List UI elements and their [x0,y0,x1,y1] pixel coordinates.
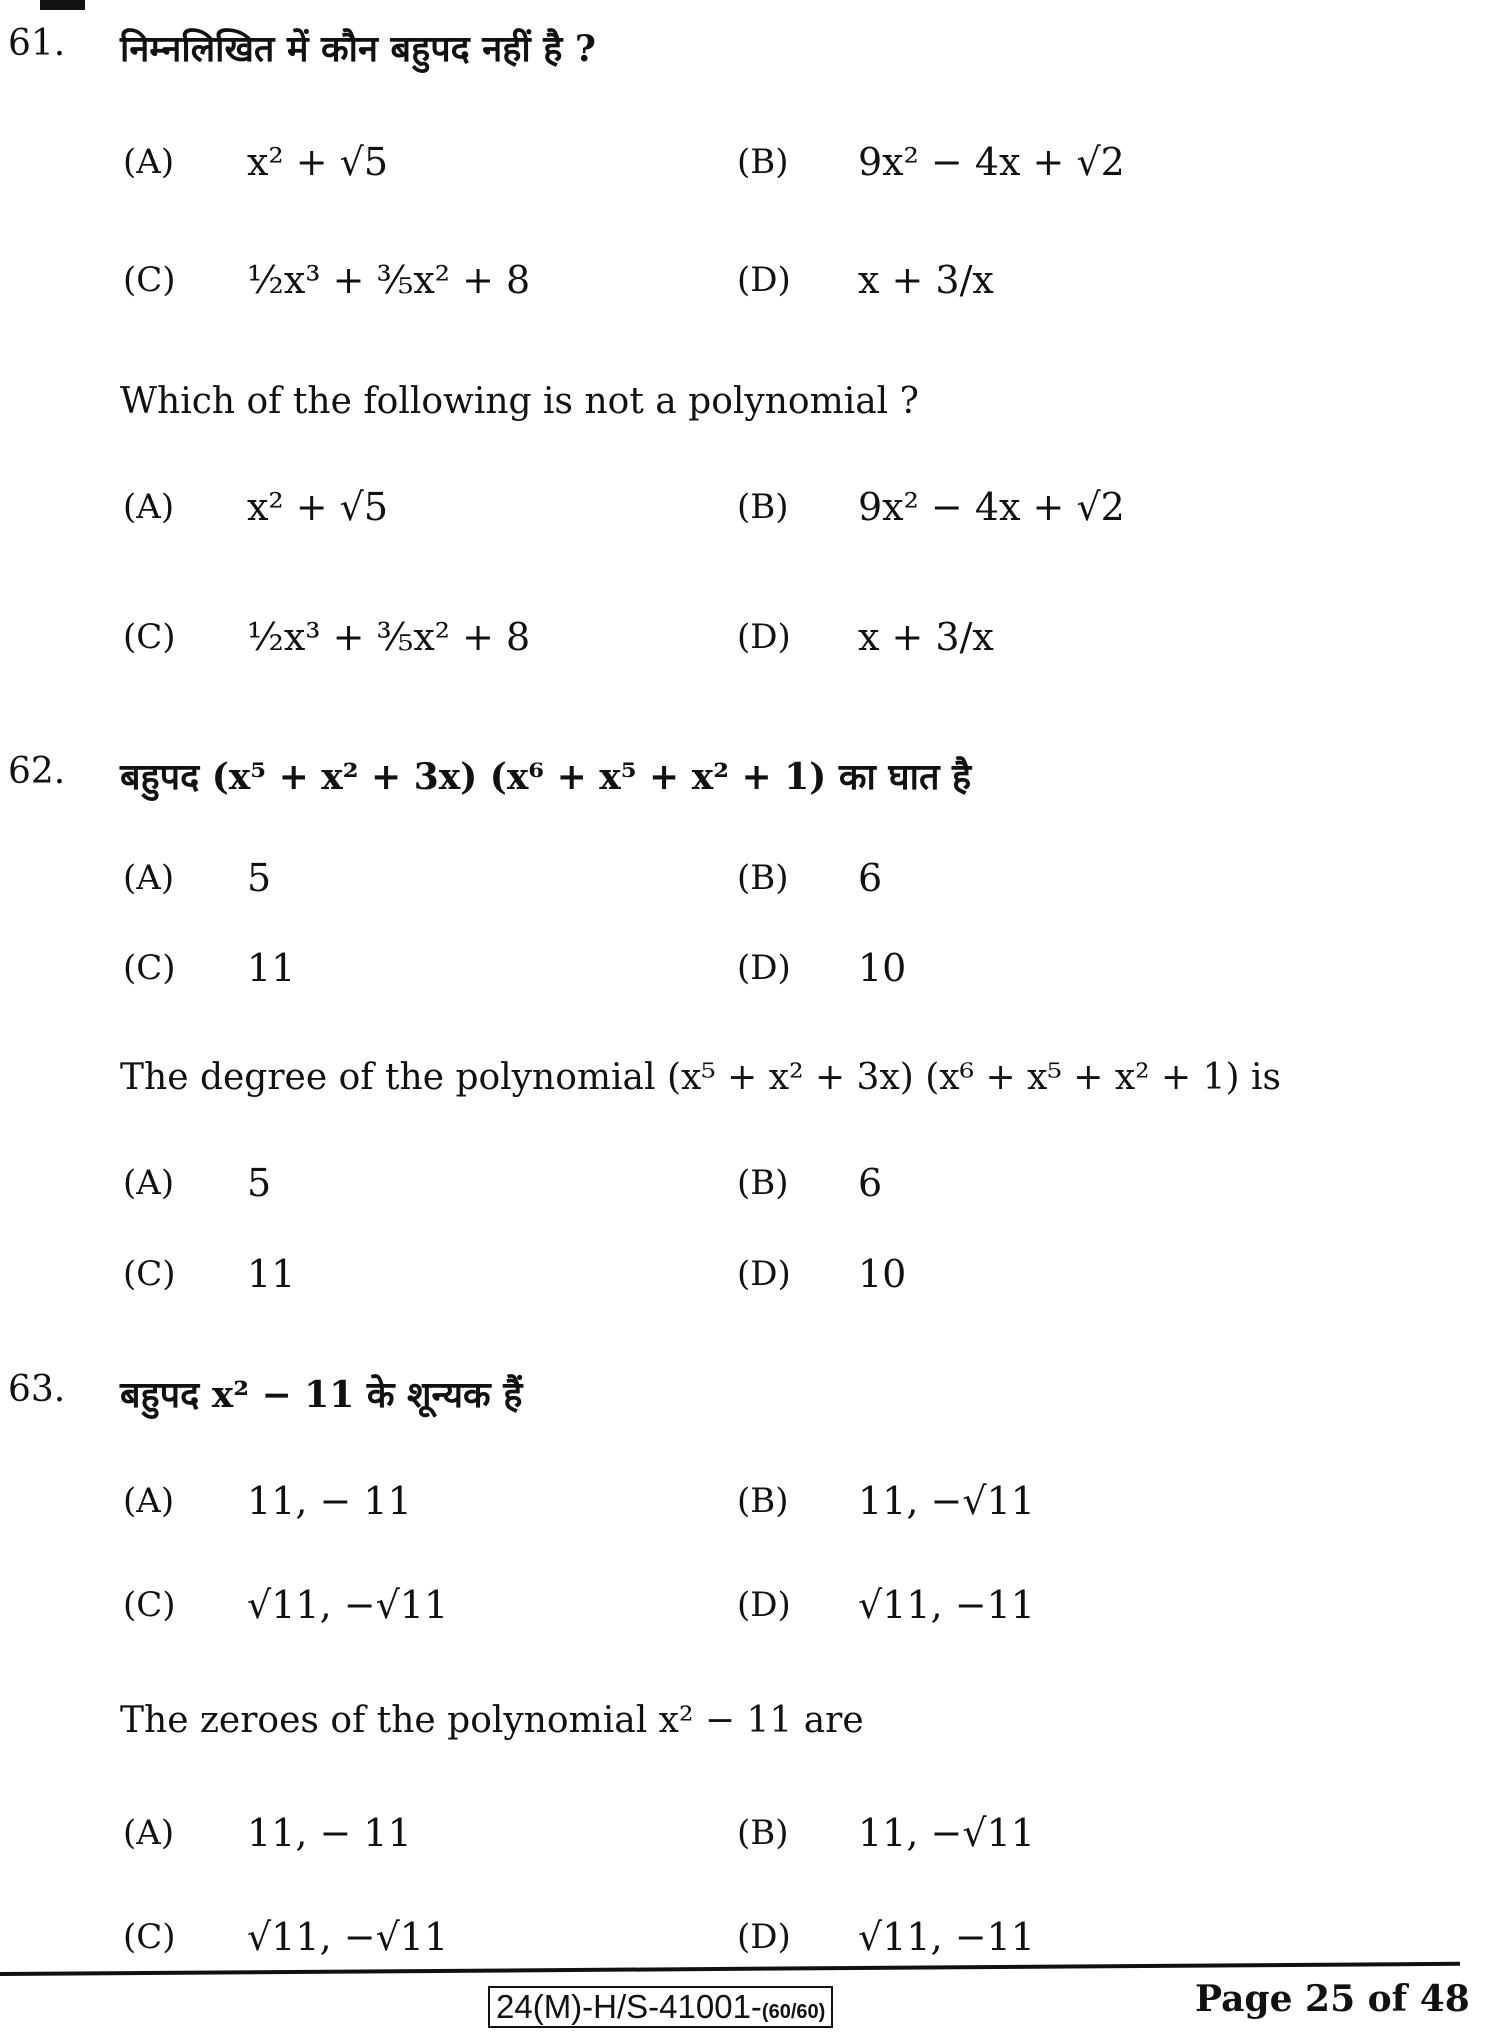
option-value: x + 3/x [858,615,994,659]
option-label: (C) [123,1254,176,1294]
option-label: (B) [737,1481,789,1521]
option-label: (A) [123,858,175,898]
option-value: 9x² − 4x + √2 [858,485,1125,529]
option-label: (B) [737,142,789,182]
paper-code-text: 24(M)-H/S-41001- [496,1988,762,2025]
page-number: Page 25 of 48 [1195,1978,1470,2020]
option-label: (C) [123,1917,176,1957]
question-number: 62. [8,751,66,792]
paper-code [488,1986,833,2028]
corner-mark [40,0,85,10]
option-value: 6 [858,856,883,900]
option-label: (A) [123,1813,175,1853]
option-label: (D) [737,1917,791,1957]
option-value: x + 3/x [858,258,994,302]
option-value: 11 [247,1252,296,1296]
option-value: x² + √5 [247,140,389,184]
option-value: ½x³ + ⅗x² + 8 [247,615,531,659]
option-value: 6 [858,1161,883,1205]
question-text-hindi: बहुपद x² − 11 के शून्यक हैं [120,1374,523,1416]
option-value: √11, −√11 [247,1915,449,1959]
option-label: (A) [123,1163,175,1203]
option-label: (D) [737,948,791,988]
option-value: 11, − 11 [247,1811,412,1855]
footer-divider [0,1962,1460,1976]
option-label: (C) [123,948,176,988]
option-value: √11, −11 [858,1583,1035,1627]
option-label: (D) [737,1585,791,1625]
option-value: 11, −√11 [858,1479,1035,1523]
option-label: (A) [123,487,175,527]
option-label: (A) [123,1481,175,1521]
option-label: (B) [737,1163,789,1203]
question-text-english: Which of the following is not a polynomial ? [120,381,919,422]
option-label: (C) [123,260,176,300]
option-value: √11, −√11 [247,1583,449,1627]
question-text-hindi: निम्नलिखित में कौन बहुपद नहीं है ? [120,28,596,70]
option-value: x² + √5 [247,485,389,529]
option-label: (D) [737,260,791,300]
option-value: ½x³ + ⅗x² + 8 [247,258,531,302]
option-value: 5 [247,1161,272,1205]
paper-code-suffix: (60/60) [761,2001,826,2023]
question-number: 63. [8,1369,66,1410]
option-value: 5 [247,856,272,900]
option-value: 9x² − 4x + √2 [858,140,1125,184]
option-value: 11, −√11 [858,1811,1035,1855]
option-value: 10 [858,946,907,990]
option-label: (D) [737,617,791,657]
option-label: (B) [737,858,789,898]
question-text-english: The zeroes of the polynomial x² − 11 are [120,1700,864,1741]
option-label: (C) [123,1585,176,1625]
option-value: 10 [858,1252,907,1296]
option-label: (A) [123,142,175,182]
question-text-hindi: बहुपद (x⁵ + x² + 3x) (x⁶ + x⁵ + x² + 1) का घात है [120,756,972,798]
option-label: (B) [737,487,789,527]
option-value: 11 [247,946,296,990]
option-label: (C) [123,617,176,657]
question-text-english: The degree of the polynomial (x⁵ + x² + 3x) (x⁶ + x⁵ + x² + 1) is [120,1057,1282,1098]
option-value: √11, −11 [858,1915,1035,1959]
option-label: (D) [737,1254,791,1294]
option-value: 11, − 11 [247,1479,412,1523]
question-number: 61. [8,23,66,64]
option-label: (B) [737,1813,789,1853]
